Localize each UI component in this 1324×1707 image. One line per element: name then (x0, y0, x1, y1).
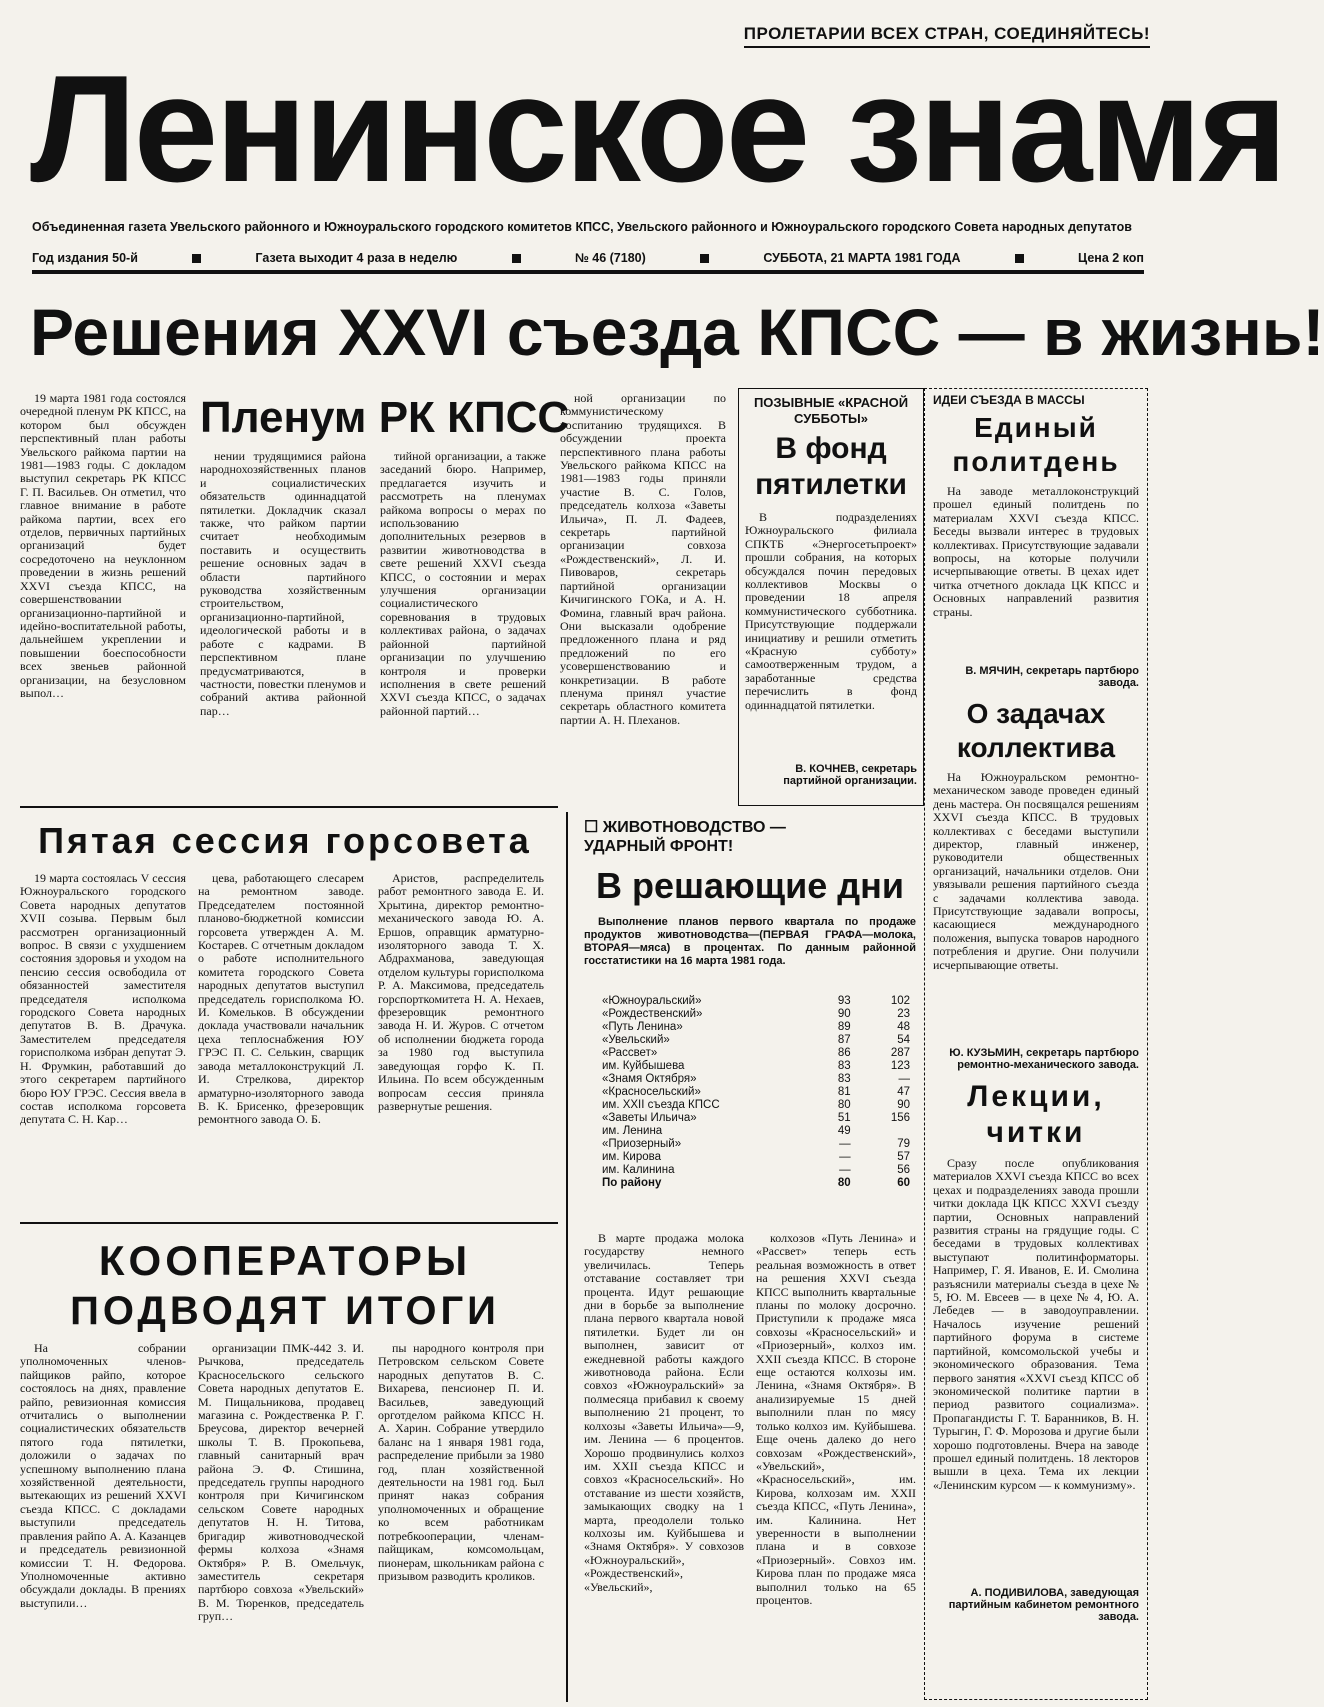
table-cell-meat: 23 (897, 1007, 910, 1020)
livestock-kicker: ☐ ЖИВОТНОВОДСТВО — УДАРНЫЙ ФРОНТ! (584, 819, 786, 855)
table-cell-name: «Приозерный» (602, 1137, 682, 1150)
table-cell-name: им. Калинина (602, 1163, 675, 1176)
table-cell-meat: — (898, 1072, 910, 1085)
table-cell-meat: 54 (897, 1033, 910, 1046)
table-cell-milk: — (839, 1163, 851, 1176)
table-row (600, 1163, 912, 1176)
table-cell-name: им. Ленина (602, 1124, 663, 1137)
newspaper-title: Ленинское знамя (30, 44, 1285, 214)
checkbox-square-icon: ☐ (584, 819, 599, 836)
subbotnik-box (738, 388, 924, 806)
plenum-column-4: ной организации по коммунистическому воспитанию трудящихся. В обсуждении проекта перспективного плана работы Увельского райкома КПСС на 1981—1983 годы приняли участие В. С. Голов, председатель колхоза «Заветы Ильича», П. Л. Фадеев, секретарь партийной организации совхоза «Рождественский», Л. И. Пивоваров, секретарь партийной организации Кичигинского ГОКа, и А. Н. Фомина, главный врач района. Они высказали одобрение предложенного плана и ряд предложений по его усовершенствованию и конкретизации. В работе пленума принял участие секретарь областного комитета партии А. Н. Плеханов. (560, 391, 726, 727)
table-row (600, 1098, 912, 1111)
table-cell-meat: 90 (897, 1098, 910, 1111)
table-cell-meat: 123 (890, 1059, 910, 1072)
issue-number: № 46 (7180) (574, 251, 646, 265)
subbotnik-kicker: ПОЗЫВНЫЕ «КРАСНОЙ СУББОТЫ» (753, 395, 909, 426)
subbotnik-text: В подразделениях Южноуральского филиала СПКТБ «Энергосетьпроект» прошли собрания, на которых обсуждался почин передовых коллективов Москвы о проведении 18 апреля коммунистического субботника. Присутствующие поддержали инициативу и решили отметить «Красную субботу» самоотверженным трудом, а заработанные средства перечислить в фонд одиннадцатой пятилетки. (745, 510, 917, 712)
politden-text: На заводе металлоконструкций прошел единый политдень по материалам XXVI съезда КПСС. Беседы вызвали интерес в трудовых коллективах. Присутствующие задавали вопросы, на которые получили исчерпывающие ответы. В цехах идет читка отчетного доклада ЦК КПСС и Основных направлений развития страны. (933, 484, 1139, 619)
right-column-box (924, 388, 1148, 1700)
table-cell-milk: 90 (837, 1007, 851, 1020)
coop-column-2: организации ПМК-442 З. И. Рычкова, председатель Красносельского сельского Совета народных депутатов Е. М. Пищальникова, продавец магазина с. Рождественка Р. Г. Бреусова, директор вечерней школы Т. В. Прокопьева, главный санитарный врач района Э. Ф. Стишина, председатель группы народного контроля при Кичигинском сельском Совете народных депутатов Н. Н. Титова, бригадир животноводческой фермы колхоза «Знамя Октября» Р. В. Омельчук, заместитель секретаря партбюро совхоза «Увельский» В. М. Тюренков, председатель груп… (198, 1341, 364, 1624)
politden-heading: Единый политдень (952, 412, 1120, 477)
zadachi-text: На Южноуральском ремонтно-механическом заводе проведен единый день мастера. Он посвящался решениям XXVI съезда КПСС. В трудовых коллективах с беседами выступили директор, главный инженер, руководители общественных организаций, начальники отделов. Они увязывали решения партийного съезда с задачами коллектива завода. Присутствующие задавали вопросы, касающиеся международного положения, выпуска товаров народного потребления и другие. Они получили исчерпывающие ответы. (933, 770, 1139, 972)
table-row (600, 1176, 912, 1189)
square-bullet-icon (192, 254, 201, 263)
table-row (600, 1124, 912, 1137)
square-bullet-icon (1015, 254, 1024, 263)
table-cell-meat: 287 (890, 1046, 910, 1059)
table-cell-name: им. Куйбышева (602, 1059, 685, 1072)
politden-signature: В. МЯЧИН, секретарь партбюро завода. (965, 665, 1139, 689)
year-of-publication: Год издания 50-й (32, 251, 138, 265)
table-cell-milk: 87 (837, 1033, 851, 1046)
table-cell-milk: 51 (837, 1111, 851, 1124)
zadachi-heading: О задачах коллектива (956, 698, 1116, 763)
table-cell-milk: — (839, 1137, 851, 1150)
livestock-heading: В решающие дни (595, 865, 905, 906)
plenum-column-1: 19 марта 1981 года состоялся очередной пленум РК КПСС, на котором был обсужден перспективный план работы Увельского райкома партии на 1981—1983 годы. С докладом выступил секретарь РК КПСС Г. П. Васильев. Он отметил, что главное внимание в работе райкома партии, всех его отделов, первичных партийных организаций будет сосредоточено на неуклонном проведении в жизнь решений XXVI съезда КПСС, на совершенствовании организационно-партийной и идейно-воспитательной работы, дальнейшем укреплении и повышении боеспособности всех звеньев районной организации, на безусловном выпол… (20, 391, 186, 700)
masthead-subtitle: Объединенная газета Увельского районного и Южноуральского городского комитетов КПСС, Увельского районного и Южноуральского городского Совета народных депутатов (32, 220, 1132, 234)
plenum-heading: Пленум РК КПСС (200, 393, 570, 442)
table-cell-milk: 83 (837, 1059, 851, 1072)
subbotnik-signature: В. КОЧНЕВ, секретарь партийной организации. (783, 763, 917, 787)
table-cell-meat: 60 (897, 1176, 910, 1189)
table-cell-name: «Рождественский» (602, 1007, 703, 1020)
session-column-3: Аристов, распределитель работ ремонтного завода Е. И. Хрытина, директор ремонтно-механического завода Ю. А. Ершов, оправщик арматурно-изоляторного завода Т. Х. Абдрахманова, заведующая отделом культуры горисполкома Р. А. Максимова, председатель горспорткомитета Н. А. Нехаев, фрезеровщик ремонтного завода Н. И. Журов. С отчетом об исполнении бюджета города за 1980 год выступила заведующая горфо К. П. Ильина. По всем обсужденным вопросам сессия приняла развернутые решения. (378, 871, 544, 1113)
table-cell-milk: 80 (837, 1176, 851, 1189)
table-cell-meat: 47 (897, 1085, 910, 1098)
table-row (600, 1046, 912, 1059)
section-divider (20, 1222, 558, 1224)
lekcii-text: Сразу после опубликования материалов XXVI съезда КПСС во всех цехах и подразделениях завода прошли читки доклада ЦК КПСС XXVI съезду партии, Основных направлений развития страны на грядущие годы. С беседами в трудовых коллективах выступают политинформаторы. Например, Г. Я. Иванов, Е. И. Смолина разъяснили материалы съезда в цехе № 5, Ю. М. Евсеев — в цехе № 4, Ю. А. Лебедев — в заводоуправлении. Началось изучение решений партийного форума в системе партийной, комсомольской учебы и экономического образования. Тема первого занятия «XXVI съезд КПСС об экономической политике партии в период развитого социализма». Пропагандисты Г. Т. Баранников, В. Н. Турыгин, Г. Ф. Морозова и другие были хорошо подготовлены. Вчера на заводе прошел единый политдень. 18 лекторов вышли в цеха. Тема их лекции «Ленинским курсом — к коммунизму». (933, 1156, 1139, 1492)
table-cell-meat: 102 (890, 994, 910, 1007)
table-row (600, 994, 912, 1007)
table-row (600, 1137, 912, 1150)
coop-heading-line1: КООПЕРАТОРЫ (98, 1237, 472, 1284)
table-cell-name: «Заветы Ильича» (602, 1111, 697, 1124)
table-cell-name: По району (602, 1176, 662, 1189)
table-row (600, 1150, 912, 1163)
issue-date: СУББОТА, 21 МАРТА 1981 ГОДА (763, 251, 961, 265)
session-heading: Пятая сессия горсовета (38, 820, 532, 861)
table-cell-meat: 56 (897, 1163, 910, 1176)
lekcii-heading: Лекции, читки (967, 1080, 1105, 1149)
table-row (600, 1059, 912, 1072)
livestock-intro: Выполнение планов первого квартала по продаже продуктов животноводства—(ПЕРВАЯ ГРАФА—молока, ВТОРАЯ—мяса) в процентах. По данным районной госстатистики на 16 марта 1981 года. (584, 916, 916, 967)
section-divider (20, 806, 558, 808)
banner-headline: Решения XXVI съезда КПСС — в жизнь! (30, 295, 1324, 369)
livestock-column-2: колхозов «Путь Ленина» и «Рассвет» теперь есть реальная возможность в ответ на решения XXVI съезда КПСС выполнить квартальные планы по молоку досрочно. Приступили к продаже мяса совхозы «Красносельский» и «Приозерный», колхоз им. XXII съезда КПСС. В стороне еще остаются колхозы им. Ленина, «Знамя Октября». В анализируемые 15 дней выполнили план по мясу только колхоз им. Куйбышева. Еще очень далеко до него совхозам «Рождественский», «Увельский», «Красносельский», им. Кирова, колхозам им. XXII съезда КПСС, «Путь Ленина», им. Калинина. Нет уверенности в выполнении плана и в совхозе «Приозерный». Совхоз им. Кирова план по продаже мяса выполнил только на 65 процентов. (756, 1231, 916, 1607)
table-cell-milk: — (839, 1150, 851, 1163)
table-cell-name: «Путь Ленина» (602, 1020, 683, 1033)
table-cell-meat: 57 (897, 1150, 910, 1163)
table-cell-name: «Увельский» (602, 1033, 670, 1046)
plenum-column-3: тийной организации, а также заседаний бюро. Например, предлагается изучить и рассмотреть на пленумах райкома вопросы о мерах по использованию дополнительных резервов в развитии животноводства в свете решений XXVI съезда КПСС, о состоянии и мерах улучшения организации социалистического соревнования в трудовых коллективах района, о задачах районной партийной организации по улучшению контроля и проверки исполнения в свете решений XXVI съезда КПСС, о задачах районной партий… (380, 449, 546, 718)
table-cell-milk: 83 (837, 1072, 851, 1085)
table-cell-meat: 79 (897, 1137, 910, 1150)
table-row (600, 1033, 912, 1046)
square-bullet-icon (700, 254, 709, 263)
table-cell-milk: 89 (837, 1020, 851, 1033)
square-bullet-icon (512, 254, 521, 263)
table-cell-meat: 156 (890, 1111, 910, 1124)
table-cell-milk: 80 (837, 1098, 851, 1111)
motto: ПРОЛЕТАРИИ ВСЕХ СТРАН, СОЕДИНЯЙТЕСЬ! (744, 24, 1150, 48)
subbotnik-heading: В фонд пятилетки (755, 432, 907, 501)
zadachi-signature: Ю. КУЗЬМИН, секретарь партбюро ремонтно-механического завода. (949, 1047, 1139, 1071)
table-cell-milk: 49 (837, 1124, 851, 1137)
table-cell-name: «Рассвет» (602, 1046, 658, 1059)
column-divider (566, 812, 568, 1702)
table-row (600, 1111, 912, 1124)
table-cell-name: «Знамя Октября» (602, 1072, 697, 1085)
livestock-table (600, 994, 912, 1189)
table-cell-meat: 48 (897, 1020, 910, 1033)
table-cell-milk: 81 (837, 1085, 851, 1098)
session-column-2: цева, работающего слесарем на ремонтном заводе. Председателем постоянной планово-бюджетной комиссии горсовета утвержден А. М. Костарев. С отчетным докладом о работе исполнительного комитета городского Совета народных депутатов выступил председатель горисполкома Ю. И. Комельков. В обсуждении доклада участвовали начальник цеха теплоснабжения ЮУ ГРЭС П. С. Селькин, сварщик завода металлоконструкций Л. И. Стрелкова, директор арматурно-изоляторного завода В. К. Брисенко, фрезеровщик ремонтного завода О. Б. (198, 871, 364, 1127)
coop-column-1: На собрании уполномоченных членов-пайщиков райпо, которое состоялось на днях, правление райпо, ревизионная комиссия отчитались о выполнении социалистических обязательств пятого года пятилетки, доложили о задачах по успешному выполнению плана хозяйственной деятельности, вытекающих из решений XXVI съезда КПСС. С докладами выступили председатель правления райпо А. А. Казанцев и председатель ревизионной комиссии Т. Н. Федорова. Уполномоченные активно обсуждали доклады. В прениях выступили… (20, 1341, 186, 1610)
table-row (600, 1020, 912, 1033)
plenum-column-2: нении трудящимися района народнохозяйственных планов и социалистических обязательств одиннадцатой пятилетки. Докладчик сказал также, что райком партии считает необходимым поставить и осуществить решение основных задач в области партийного руководства хозяйственным строительством, организационно-партийной, идеологической работы и в работе с кадрами. В перспективном плане предусматриваются, в частности, повестки пленумов и собраний актива районной пар… (200, 449, 366, 718)
table-cell-name: «Южноуральский» (602, 994, 702, 1007)
table-row (600, 1085, 912, 1098)
lekcii-signature: А. ПОДИВИЛОВА, заведующая партийным кабинетом ремонтного завода. (948, 1587, 1139, 1623)
table-cell-milk: 86 (837, 1046, 851, 1059)
table-row (600, 1007, 912, 1020)
table-cell-meat (853, 1124, 912, 1137)
coop-column-3: пы народного контроля при Петровском сельском Совете народных депутатов В. С. Вихарева, пенсионер П. И. Васильев, заведующий орготделом райкома КПСС Н. А. Харин. Собрание утвердило баланс на 1 января 1981 года, распределение прибыли за 1980 год, план хозяйственной деятельности на 1981 год. Был принят наказ собрания уполномоченных и обращение ко всем работникам потребкооперации, членам-пайщикам, комсомольцам, пионерам, школьникам района с призывом разводить кроликов. (378, 1341, 544, 1583)
table-cell-milk: 93 (837, 994, 851, 1007)
table-cell-name: «Красносельский» (602, 1085, 701, 1098)
issue-info-bar (32, 250, 1144, 274)
right-column-kicker: ИДЕИ СЪЕЗДА В МАССЫ (933, 393, 1085, 407)
coop-heading-line2: ПОДВОДЯТ ИТОГИ (70, 1289, 500, 1333)
table-cell-name: им. Кирова (602, 1150, 662, 1163)
publication-frequency: Газета выходит 4 раза в неделю (255, 251, 458, 265)
livestock-column-1: В марте продажа молока государству немного увеличилась. Теперь отставание составляет три процента. Идут решающие дни в борьбе за выполнение плана первого квартала новой пятилетки. Будет ли он выполнен, зависит от ежедневной работы каждого животновода района. Если совхоз «Южноуральский» за полмесяца прибавил к своему выполнению 21 процент, то колхозы «Заветы Ильича»—9, им. Ленина — 6 процентов. Хорошо продвинулись колхоз им. XXII съезда КПСС и совхоз «Красносельский». Но отставание из шести хозяйств, замыкающих сводку на 1 марта, преодолели только колхозы им. Куйбышева и «Знамя Октября». У совхозов «Южноуральский», «Рождественский», «Увельский», (584, 1231, 744, 1594)
table-cell-name: им. XXII съезда КПСС (602, 1098, 720, 1111)
table-row (600, 1072, 912, 1085)
issue-price: Цена 2 коп (1078, 251, 1144, 265)
session-column-1: 19 марта состоялась V сессия Южноуральского городского Совета народных депутатов XVII созыва. Первым был рассмотрен организационный вопрос. В связи с ухудшением состояния здоровья и уходом на пенсию сессия освободила от обязанностей заместителя председателя исполкома городского Совета народных депутатов В. В. Драчука. Заместителем председателя горисполкома избран депутат Э. Н. Фрумкин, работавший до этого секретарем партийного бюро ЮУ ГРЭС. Сессия ввела в состав исполкома горсовета депутата С. Н. Кар… (20, 871, 186, 1127)
